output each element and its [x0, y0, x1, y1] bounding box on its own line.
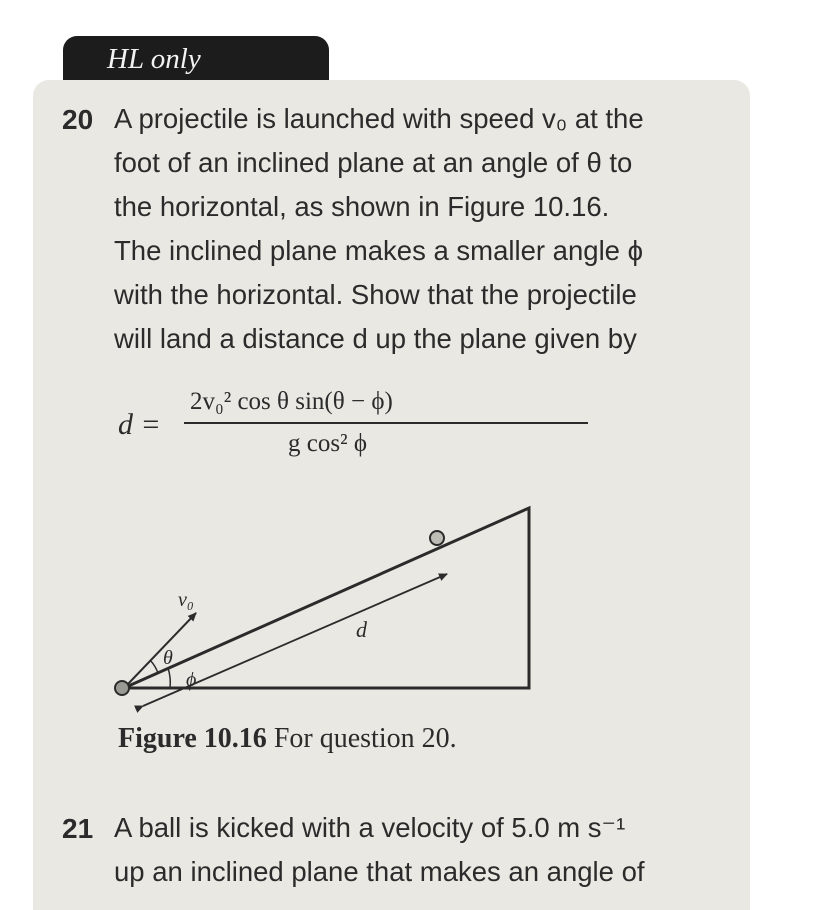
figure-caption — [118, 723, 457, 755]
figure-caption-text: For question 20. — [266, 723, 457, 754]
theta-label: θ — [163, 647, 173, 669]
question-20-line: with the horizontal. Show that the projectile — [114, 279, 637, 310]
phi-label: ϕ — [186, 669, 197, 691]
distance-label: d — [356, 617, 367, 642]
landing-ball — [430, 531, 444, 545]
question-21-number: 21 — [62, 813, 94, 844]
figure-caption-label: Figure 10.16 — [118, 723, 267, 754]
question-21-text — [114, 806, 645, 894]
velocity-label: v₀ — [178, 589, 194, 611]
question-21-line: up an inclined plane that makes an angle of — [114, 856, 645, 887]
theta-arc — [150, 660, 158, 673]
question-20-number: 20 — [62, 104, 94, 135]
question-20-line: foot of an inclined plane at an angle of θ to — [114, 147, 633, 178]
formula-numerator: 2v₀² cos θ sin(θ − ϕ) — [190, 388, 393, 415]
tab-label: HL only — [107, 43, 201, 75]
question-21-line: A ball is kicked with a velocity of 5.0 m s⁻¹ — [114, 812, 626, 843]
launch-point — [115, 681, 129, 695]
phi-arc — [168, 668, 170, 688]
question-20-line: the horizontal, as shown in Figure 10.16. — [114, 191, 610, 222]
question-20-line: A projectile is launched with speed v₀ at the — [114, 103, 644, 134]
question-20-line: will land a distance d up the plane given by — [114, 323, 637, 354]
formula-denominator: g cos² ϕ — [288, 430, 367, 457]
formula-lhs: d = — [118, 408, 161, 441]
question-20-line: The inclined plane makes a smaller angle ϕ — [114, 235, 644, 266]
